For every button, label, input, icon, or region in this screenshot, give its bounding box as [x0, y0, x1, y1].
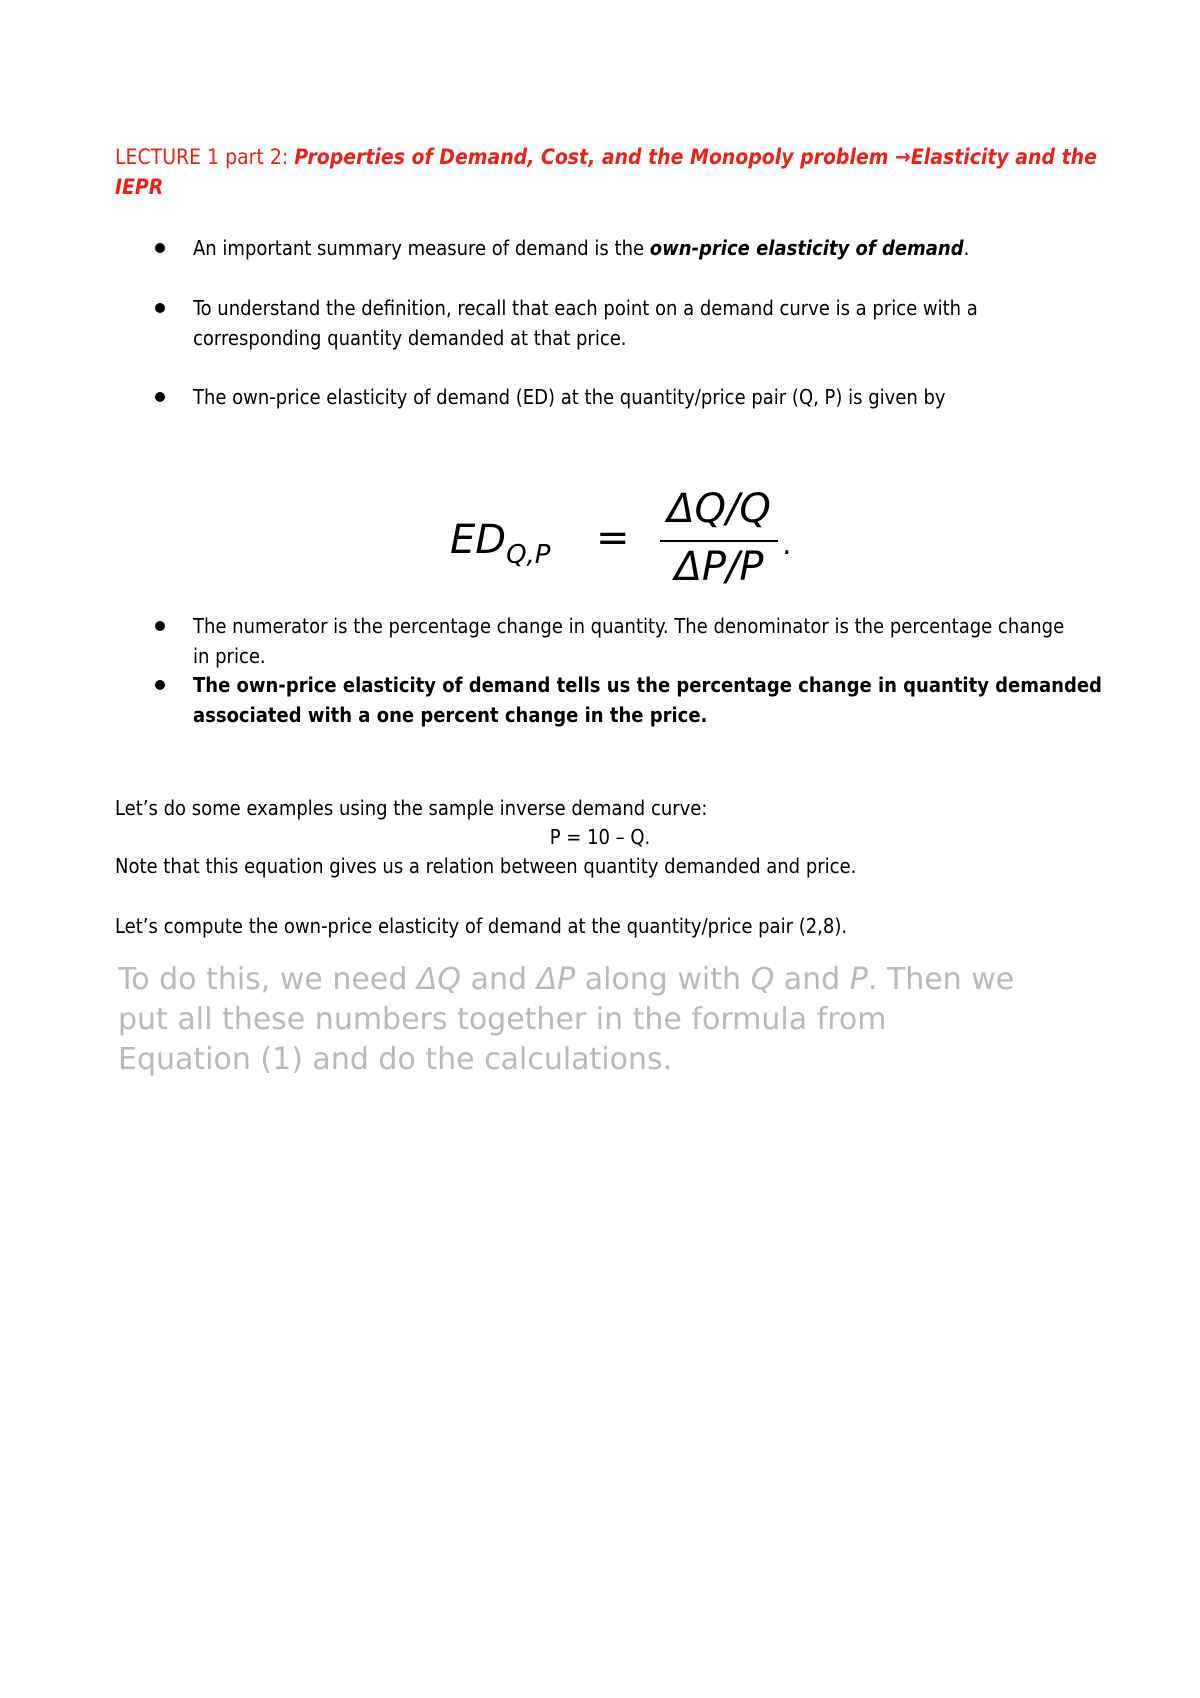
bullet-item-definition: To understand the definition, recall that each point on a demand curve is a price with a corresponding quantity demanded at that price.	[193, 296, 978, 350]
faded-q: Q	[750, 962, 775, 997]
bullet-dot	[155, 303, 165, 313]
faded-part: . Then we put all these numbers together in the formula from Equation (1) and do the calculations.	[118, 962, 1015, 1077]
heading-title: Properties of Demand, Cost, and the Monopoly problem	[294, 145, 895, 169]
examples-intro: Let’s do some examples using the sample inverse demand curve:	[115, 796, 708, 820]
elasticity-equation	[450, 486, 792, 596]
bullet-item-ed-intro: The own-price elasticity of demand (ED) at the quantity/price pair (Q, P) is given by	[193, 385, 946, 409]
bullet-item-interpretation: The own-price elasticity of demand tells us the percentage change in quantity demanded associated with a one percent change in the price.	[193, 673, 1102, 727]
equation-equals: =	[596, 515, 630, 561]
equation-period: .	[782, 527, 792, 562]
compute-instruction: Let’s compute the own-price elasticity of demand at the quantity/price pair (2,8).	[115, 914, 848, 938]
faded-part: along with	[575, 962, 751, 997]
heading-prefix: LECTURE 1 part 2:	[115, 145, 295, 169]
equation-denominator: ΔP/P	[674, 544, 764, 590]
bullet-item-summary-measure	[193, 233, 1113, 263]
bullet-dot	[155, 243, 165, 253]
bullet-dot	[155, 392, 165, 402]
faded-delta-q: ΔQ	[416, 962, 462, 997]
faded-part: To do this, we need	[118, 962, 417, 997]
faded-part: and	[774, 962, 850, 997]
faded-p: P	[849, 962, 868, 997]
faded-delta-p: ΔP	[536, 962, 576, 997]
fraction-bar	[660, 540, 778, 542]
arrow-icon: →	[895, 145, 911, 169]
faded-explanation	[118, 960, 1018, 1080]
lecture-heading	[115, 142, 1115, 202]
bullet-dot	[155, 621, 165, 631]
bullet-item-numerator: The numerator is the percentage change in quantity. The denominator is the percentage change in price.	[193, 614, 1065, 668]
bullet-end: .	[963, 236, 970, 260]
heading-title-tail: Elasticity and the IEPR	[115, 145, 1097, 199]
bullet-dot	[155, 680, 165, 690]
equation-lhs	[450, 517, 551, 570]
equation-numerator: ΔQ/Q	[667, 486, 771, 532]
bullet-emphasis: own-price elasticity of demand	[649, 236, 964, 260]
equation-subscript: Q,P	[506, 540, 551, 570]
faded-part: and	[461, 962, 537, 997]
demand-equation: P = 10 – Q.	[549, 825, 651, 849]
bullet-text: An important summary measure of demand is the	[193, 236, 650, 260]
equation-ed: ED	[450, 517, 507, 563]
equation-note: Note that this equation gives us a relation between quantity demanded and price.	[115, 854, 857, 878]
